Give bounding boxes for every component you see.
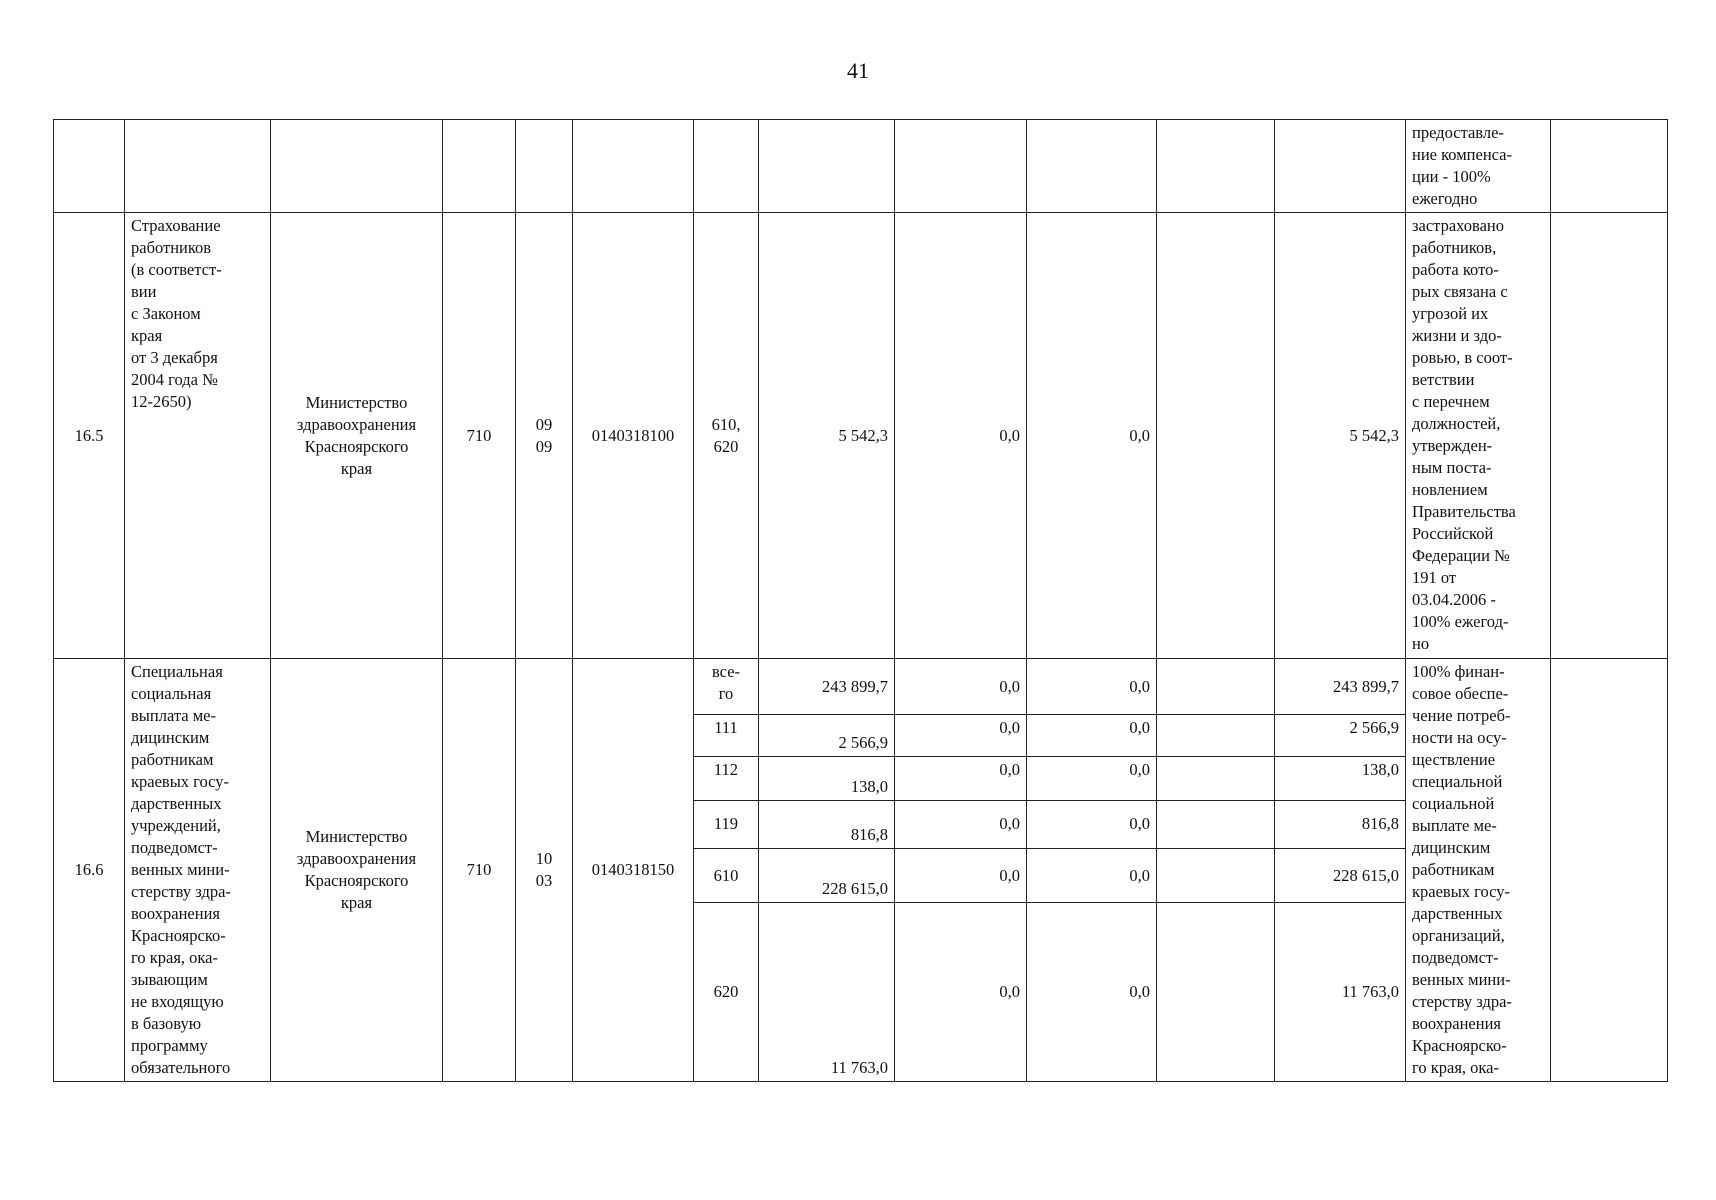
cell-grbs bbox=[271, 120, 443, 213]
measure-name: Страхование работников (в соответст- вии с Законом края от 3 декабря 2004 года № 12-2650) bbox=[125, 213, 271, 659]
year1-value: 243 899,7 bbox=[759, 659, 895, 715]
cell-rzpr bbox=[516, 120, 573, 213]
year1-value: 816,8 bbox=[759, 800, 895, 848]
vr-code: 610 bbox=[694, 848, 759, 902]
measure-name: Специальная социальная выплата ме- дицинским работникам краевых госу- дарственных учреждений, подведомст- венных мини- стерству здра- воохранения Красноярско- го края, ока- зывающим не входящую в базовую программу обязательного bbox=[125, 659, 271, 1082]
cell-csr bbox=[573, 120, 694, 213]
year4-value bbox=[1157, 213, 1275, 659]
vr-code: 119 bbox=[694, 800, 759, 848]
year3-value: 0,0 bbox=[1027, 848, 1157, 902]
total-value: 138,0 bbox=[1275, 757, 1406, 800]
cell-num bbox=[54, 120, 125, 213]
cell-year1 bbox=[759, 120, 895, 213]
year4-value bbox=[1157, 848, 1275, 902]
table-row-16-5 bbox=[54, 213, 1668, 659]
vr-code: 111 bbox=[694, 715, 759, 757]
vr-code: все- го bbox=[694, 659, 759, 715]
row-number: 16.5 bbox=[54, 213, 125, 659]
cell-code bbox=[443, 120, 516, 213]
year3-value: 0,0 bbox=[1027, 800, 1157, 848]
expected-result: застраховано работников, работа кото- рых связана с угрозой их жизни и здо- ровью, в соот- ветствии с перечнем должностей, утвержден- ным поста- новлением Правительства Российской Федерации № 191 от 03.04.2006 - 100% ежегод- но bbox=[1406, 213, 1551, 659]
cell-year2 bbox=[895, 120, 1027, 213]
rzpr-code: 10 03 bbox=[516, 659, 573, 1082]
vr-code: 610, 620 bbox=[694, 213, 759, 659]
cell-extra bbox=[1551, 213, 1668, 659]
year1-value: 11 763,0 bbox=[759, 903, 895, 1082]
cell-year4 bbox=[1157, 120, 1275, 213]
total-value: 2 566,9 bbox=[1275, 715, 1406, 757]
year2-value: 0,0 bbox=[895, 213, 1027, 659]
csr-code: 0140318100 bbox=[573, 213, 694, 659]
cell-total bbox=[1275, 120, 1406, 213]
vr-code: 620 bbox=[694, 903, 759, 1082]
cell-vr bbox=[694, 120, 759, 213]
table-row-continuation bbox=[54, 120, 1668, 213]
year1-value: 2 566,9 bbox=[759, 715, 895, 757]
year1-value: 228 615,0 bbox=[759, 848, 895, 902]
rzpr-code: 09 09 bbox=[516, 213, 573, 659]
expected-result: 100% финан- совое обеспе- чение потреб- ности на осу- ществление специальной социальной выплате ме- дицинским работникам краевых госу- дарственных организаций, подведомст- венных мини- стерству здра- воохранения Красноярско- го края, ока- bbox=[1406, 659, 1551, 1082]
page-number: 41 bbox=[847, 58, 869, 83]
row-number: 16.6 bbox=[54, 659, 125, 1082]
table-row-16-6-total bbox=[54, 659, 1668, 715]
year4-value bbox=[1157, 800, 1275, 848]
grbs-name: Министерство здравоохранения Красноярского края bbox=[271, 659, 443, 1082]
total-value: 11 763,0 bbox=[1275, 903, 1406, 1082]
year2-value: 0,0 bbox=[895, 848, 1027, 902]
grbs-code: 710 bbox=[443, 659, 516, 1082]
cell-extra bbox=[1551, 659, 1668, 1082]
total-value: 228 615,0 bbox=[1275, 848, 1406, 902]
cell-result bbox=[1406, 120, 1551, 213]
grbs-code: 710 bbox=[443, 213, 516, 659]
cell-extra bbox=[1551, 120, 1668, 213]
cell-name bbox=[125, 120, 271, 213]
total-value: 5 542,3 bbox=[1275, 213, 1406, 659]
budget-table bbox=[53, 119, 1668, 1082]
year4-value bbox=[1157, 715, 1275, 757]
year4-value bbox=[1157, 659, 1275, 715]
total-value: 243 899,7 bbox=[1275, 659, 1406, 715]
year3-value: 0,0 bbox=[1027, 715, 1157, 757]
year2-value: 0,0 bbox=[895, 757, 1027, 800]
year3-value: 0,0 bbox=[1027, 903, 1157, 1082]
grbs-name: Министерство здравоохранения Красноярского края bbox=[271, 213, 443, 659]
cell-year3 bbox=[1027, 120, 1157, 213]
total-value: 816,8 bbox=[1275, 800, 1406, 848]
year2-value: 0,0 bbox=[895, 659, 1027, 715]
year2-value: 0,0 bbox=[895, 903, 1027, 1082]
year1-value: 138,0 bbox=[759, 757, 895, 800]
year4-value bbox=[1157, 757, 1275, 800]
year2-value: 0,0 bbox=[895, 800, 1027, 848]
year4-value bbox=[1157, 903, 1275, 1082]
result-text: предоставле- ние компенса- ции - 100% ежегодно bbox=[1412, 123, 1512, 208]
year3-value: 0,0 bbox=[1027, 659, 1157, 715]
year2-value: 0,0 bbox=[895, 715, 1027, 757]
vr-code: 112 bbox=[694, 757, 759, 800]
year1-value: 5 542,3 bbox=[759, 213, 895, 659]
year3-value: 0,0 bbox=[1027, 213, 1157, 659]
year3-value: 0,0 bbox=[1027, 757, 1157, 800]
csr-code: 0140318150 bbox=[573, 659, 694, 1082]
